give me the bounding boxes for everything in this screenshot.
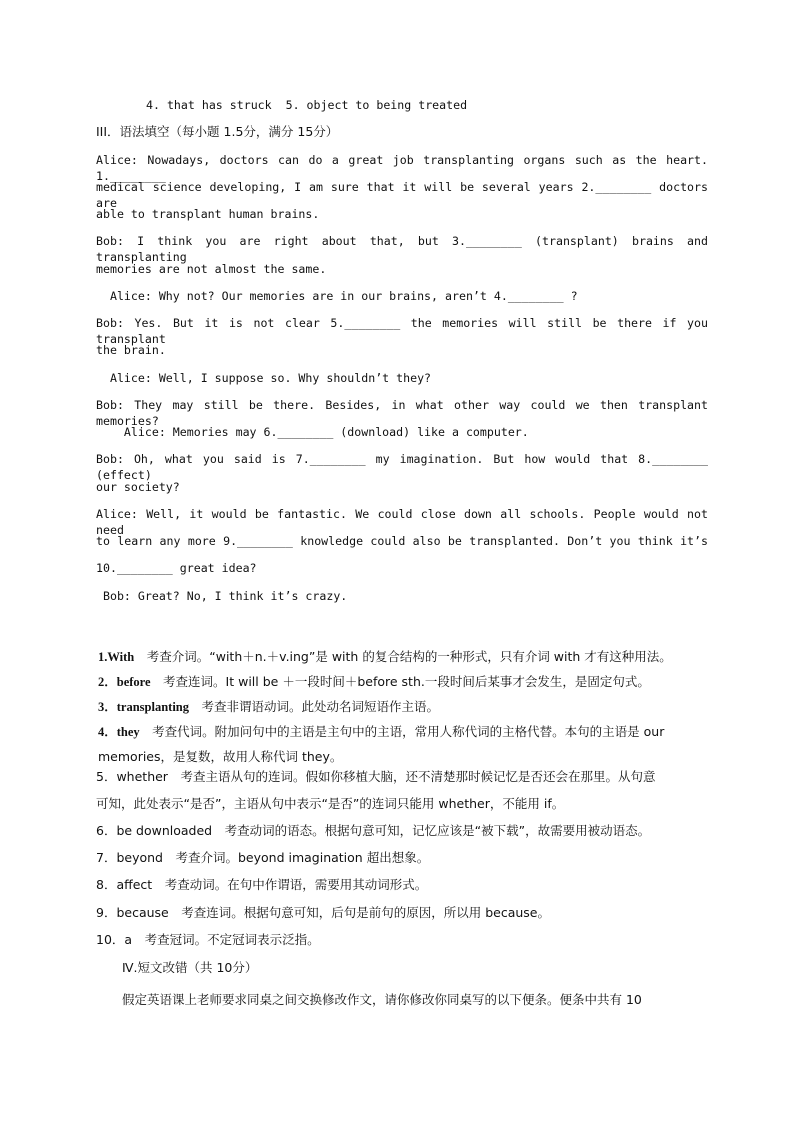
passage-line-11: Alice: Memories may 6.________ (download) like a computer. bbox=[96, 425, 529, 439]
answer-5-continued: 可知，此处表示“是否”，主语从句中表示“是否”的连词只能用 whether，不能用 if。 bbox=[96, 796, 565, 811]
section-4-intro: 假定英语课上老师要求同桌之间交换修改作文，请你修改你同桌写的以下便条。便条中共有 10 bbox=[122, 992, 642, 1007]
answer-1-explanation: 考查介词。“with＋n.＋v.ing”是 with 的复合结构的一种形式，只有介词 with 才有这种用法。 bbox=[134, 649, 672, 664]
section-4-heading: Ⅳ.短文改错（共 10分） bbox=[122, 960, 258, 975]
answer-9: 9．because 考查连词。根据句意可知，后句是前句的原因，所以用 because。 bbox=[96, 905, 550, 920]
answer-2-key: 2．before bbox=[98, 675, 151, 689]
passage-line-3: able to transplant human brains. bbox=[96, 207, 320, 221]
passage-line-5: memories are not almost the same. bbox=[96, 262, 327, 276]
previous-answers: 4. that has struck 5. object to being treated bbox=[146, 98, 468, 112]
answer-8: 8．affect 考查动词。在句中作谓语，需要用其动词形式。 bbox=[96, 877, 428, 892]
passage-line-9: Alice: Well, I suppose so. Why shouldn’t they? bbox=[96, 371, 432, 385]
passage-line-7: Bob: Yes. But it is not clear 5.________ the memories will still be there if you transplant bbox=[96, 316, 708, 346]
section-3-heading: III．语法填空（每小题 1.5分，满分 15分） bbox=[96, 124, 339, 139]
answer-3 bbox=[98, 699, 439, 715]
answer-3-key: 3．transplanting bbox=[98, 700, 189, 714]
answer-4-explanation: 考查代词。附加问句中的主语是主句中的主语，常用人称代词的主格代替。本句的主语是 our bbox=[139, 724, 665, 739]
passage-line-13: our society? bbox=[96, 480, 180, 494]
passage-line-2: medical science developing, I am sure that it will be several years 2.________ doctors are bbox=[96, 180, 708, 210]
answer-2 bbox=[98, 674, 650, 690]
answer-4-key: 4．they bbox=[98, 725, 140, 739]
passage-line-10: Bob: They may still be there. Besides, in what other way could we then transplant memories? bbox=[96, 398, 708, 428]
passage-line-4: Bob: I think you are right about that, but 3.________ (transplant) brains and transplanting bbox=[96, 234, 708, 264]
answer-4-continued: memories，是复数，故用人称代词 they。 bbox=[98, 749, 343, 764]
passage-line-6: Alice: Why not? Our memories are in our brains, aren’t 4.________ ? bbox=[96, 289, 578, 303]
passage-line-17: Bob: Great? No, I think it’s crazy. bbox=[96, 589, 348, 603]
answer-3-explanation: 考查非谓语动词。此处动名词短语作主语。 bbox=[189, 699, 440, 714]
answer-1-key: 1.With bbox=[98, 650, 135, 664]
answer-6: 6．be downloaded 考查动词的语态。根据句意可知，记忆应该是“被下载”，故需要用被动语态。 bbox=[96, 823, 651, 838]
passage-line-16: 10.________ great idea? bbox=[96, 561, 257, 575]
answer-4 bbox=[98, 724, 664, 740]
answer-1 bbox=[98, 649, 672, 665]
passage-line-8: the brain. bbox=[96, 343, 166, 357]
answer-5: 5．whether 考查主语从句的连词。假如你移植大脑，还不清楚那时候记忆是否还会在那里。从句意 bbox=[96, 769, 656, 784]
passage-line-1: Alice: Nowadays, doctors can do a great job transplanting organs such as the heart. 1.________ bbox=[96, 153, 708, 183]
answer-7: 7．beyond 考查介词。beyond imagination 超出想象。 bbox=[96, 850, 430, 865]
answer-10: 10．a 考查冠词。不定冠词表示泛指。 bbox=[96, 932, 320, 947]
passage-line-14: Alice: Well, it would be fantastic. We could close down all schools. People would not need bbox=[96, 507, 708, 537]
passage-line-15: to learn any more 9.________ knowledge could also be transplanted. Don’t you think it’s bbox=[96, 534, 708, 548]
passage-line-12: Bob: Oh, what you said is 7.________ my imagination. But how would that 8.________ (effect) bbox=[96, 452, 708, 482]
answer-2-explanation: 考查连词。It will be ＋一段时间＋before sth.一段时间后某事才会发生，是固定句式。 bbox=[150, 674, 650, 689]
